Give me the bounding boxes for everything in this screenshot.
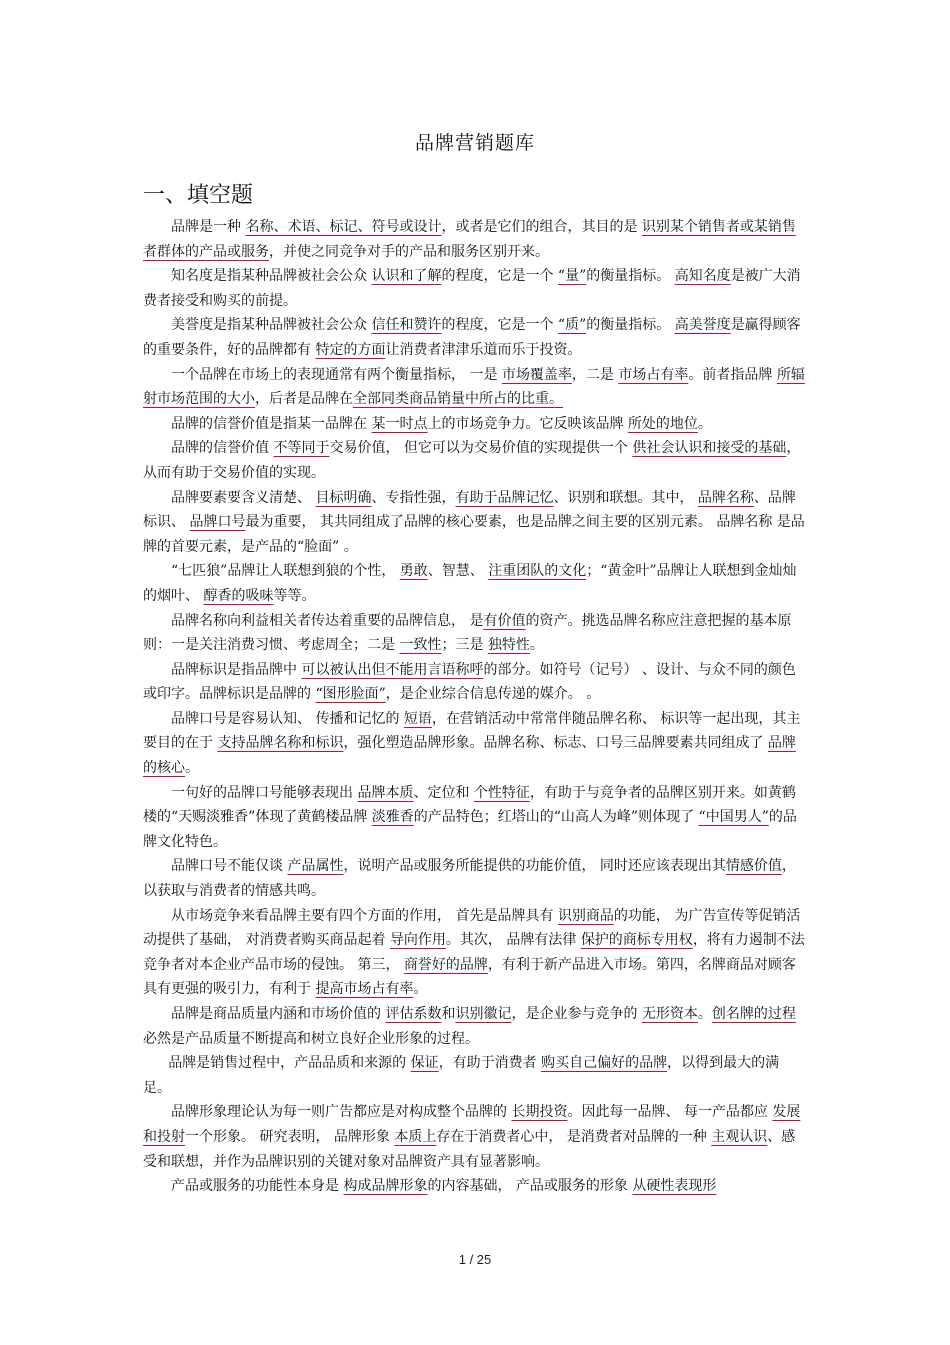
answer-blank: 有助于品牌记忆 (455, 489, 554, 506)
question-text: 的程度，它是一个 (441, 317, 558, 334)
question-text: 一个形象。 研究表明， 品牌形象 (185, 1128, 395, 1145)
question-text: 品牌口号不能仅谈 (171, 858, 288, 875)
question-text: 和 (441, 1006, 456, 1022)
answer-blank: 信任和赞许 (371, 317, 442, 334)
question-paragraph (143, 1002, 807, 1051)
question-text: ，二是 (571, 366, 619, 383)
answer-blank: 名称、术语、标记、符号或设计 (245, 219, 442, 235)
question-text: 让消费者津津乐道而乐于投资。 (385, 341, 582, 358)
question-text: 。 (413, 981, 428, 998)
question-paragraph (143, 854, 807, 903)
answer-blank: 所辐射市场范围的大小 (143, 366, 805, 408)
answer-blank: 构成品牌形象 (343, 1178, 428, 1195)
answer-blank: 全部同类商品销量中所占的比重。 (353, 391, 563, 408)
question-text: 产品或服务的功能性本身是 (171, 1178, 344, 1195)
question-text: 品牌标识是指品牌中 (171, 661, 302, 678)
question-text: 的衡量指标。 (586, 268, 675, 285)
answer-blank: 保证 (410, 1055, 439, 1072)
answer-blank: 品牌的核心 (143, 735, 796, 777)
question-text: ，将有力遏制不法竞争者对本企业产品市场的侵蚀。 第三， (143, 932, 805, 973)
answer-blank: 勇敢 (399, 563, 428, 580)
question-text: ，有助于消费者 (438, 1055, 542, 1072)
question-text: ，后者是品牌在 (255, 391, 353, 408)
question-text: 一个品牌在市场上的表现通常有两个衡量指标， 一是 (171, 366, 502, 383)
answer-blank: 淡雅香 (371, 809, 414, 826)
question-text: 品牌是一种 (171, 219, 246, 235)
answer-blank: 支持品牌名称和标识 (217, 735, 344, 752)
answer-blank: 本质上 (394, 1128, 437, 1145)
question-text: 品牌口号是容易认知、 传播和记忆的 (171, 710, 404, 727)
answer-blank: 注重团队的文化 (488, 563, 587, 580)
answer-blank: 个性特征 (473, 784, 530, 801)
question-paragraph (143, 264, 807, 313)
question-paragraph (143, 215, 807, 264)
question-text: ；三是 (441, 637, 488, 654)
question-text: ，有助于与竞争者的品牌区别开来。如黄鹤楼的“天赐淡雅香”体现了黄鹤楼品牌 (143, 784, 796, 826)
answer-blank: 品牌口号 (189, 514, 246, 531)
question-text: 的程度，它是一个 (441, 268, 558, 285)
answer-blank: 品牌名称 (697, 489, 754, 506)
answer-blank: “中国男人” (698, 809, 769, 826)
answer-blank: 某一时点 (371, 415, 428, 432)
question-text: 的功能， 为广告宣传等促销活动提供了基础， 对消费者购买商品起着 (143, 907, 801, 949)
question-text: 品牌名称向利益相关者传达着重要的品牌信息， 是 (171, 612, 484, 629)
question-text: 品牌的信誉价值是指某一品牌在 (171, 415, 372, 432)
page-number: 1 / 25 (458, 1252, 492, 1267)
question-paragraph (143, 658, 807, 707)
question-paragraph (143, 707, 807, 781)
question-text: ，或者是它们的组合，其目的是 (441, 219, 642, 235)
question-body (143, 215, 807, 1199)
answer-blank: 有价值 (483, 612, 526, 629)
question-text: 。 (697, 415, 712, 432)
question-paragraph (143, 559, 807, 608)
question-text: 最为重要， 其共同组成了品牌的核心要素，也是品牌之间主要的区别元素。 品牌名称 是品牌的首要元素，是产品的“脸面” 。 (143, 514, 805, 555)
question-text: 的内容基础， 产品或服务的形象 (427, 1178, 633, 1195)
question-text: 的衡量指标。 (586, 317, 675, 334)
answer-blank: 高美誉度 (674, 317, 731, 334)
question-text: ，以获取与消费者的情感共鸣。 (143, 858, 796, 900)
question-text: 品牌是销售过程中，产品品质和来源的 (168, 1055, 411, 1072)
answer-blank: 产品属性 (287, 858, 344, 875)
question-text: 交易价值， 但它可以为交易价值的实现提供一个 (329, 440, 633, 457)
question-text: ，强化塑造品牌形象。品牌名称、标志、口号三品牌要素共同组成了 (343, 735, 768, 752)
question-text: ，有利于新产品进入市场。第四，名牌商品对顾客具有更强的吸引力，有利于 (143, 956, 796, 998)
answer-blank: 长期投资 (511, 1104, 568, 1121)
question-text: 知名度是指某种品牌被社会公众 (171, 268, 372, 285)
question-paragraph (143, 412, 807, 437)
question-text: ，说明产品或服务所能提供的功能价值， 同时还应该表现出其 (343, 858, 726, 875)
question-text: 。其次， 品牌有法律 (445, 932, 581, 949)
question-text: 品牌的信誉价值 (171, 440, 274, 457)
question-text: 。 (185, 760, 199, 777)
answer-blank: 导向作用 (389, 932, 446, 949)
question-paragraph (143, 781, 807, 855)
question-paragraph (143, 363, 807, 412)
question-text: ；“黄金叶”品牌让人联想到金灿灿的烟叶、 (143, 563, 797, 604)
question-paragraph (143, 313, 807, 362)
question-text: 品牌形象理论认为每一则广告都应是对构成整个品牌的 (171, 1104, 512, 1121)
answer-blank: 识别徽记 (455, 1006, 512, 1022)
answer-blank: 无形资本 (641, 1006, 698, 1022)
answer-blank: 保护的商标专用权 (580, 932, 693, 949)
question-text: 的部分。如符号（记号） 、设计、与众不同的颜色或印字。品牌标识是品牌的 (143, 661, 796, 703)
question-text: 的资产。挑选品牌名称应注意把握的基本原则：一是关注消费习惯、考虑周全；二是 (143, 612, 792, 654)
question-text: 。 (529, 637, 544, 654)
page-title: 品牌营销题库 (414, 132, 535, 154)
answer-blank: “量” (557, 268, 587, 285)
question-text: 的产品特色；红塔山的“山高人为峰”则体现了 (413, 809, 699, 826)
answer-blank: 一致性 (399, 637, 442, 654)
question-text: 品牌是商品质量内涵和市场价值的 (171, 1006, 386, 1022)
answer-blank: 品牌本质 (357, 784, 414, 801)
answer-blank: 认识和了解 (371, 268, 442, 285)
question-text: 一句好的品牌口号能够表现出 (171, 784, 358, 801)
question-text: ，在营销活动中常常伴随品牌名称、 标识等一起出现，其主要目的在于 (143, 710, 801, 752)
question-text: 。前者指品牌 (688, 366, 777, 383)
answer-blank: 主观认识 (711, 1128, 768, 1145)
question-text: ，并使之同竞争对手的产品和服务区别开来。 (269, 243, 549, 260)
question-text: 、专指性强， (371, 489, 456, 506)
answer-blank: 从硬性表现形 (632, 1178, 717, 1195)
question-text: 必然是产品质量不断提高和树立良好企业形象的过程。 (143, 1030, 479, 1047)
question-text: ，是企业综合信息传递的媒介。 。 (385, 686, 601, 703)
answer-blank: 发展和投射 (143, 1104, 801, 1145)
answer-blank: 商誉好的品牌 (403, 956, 488, 973)
question-text: 品牌要素要含义清楚、 (171, 489, 316, 506)
question-text: ，是企业参与竞争的 (511, 1006, 642, 1022)
question-paragraph (143, 609, 807, 658)
answer-blank: 特定的方面 (315, 341, 386, 358)
answer-blank: 目标明确 (315, 489, 372, 506)
question-paragraph (143, 436, 807, 485)
answer-blank: 市场覆盖率 (501, 366, 572, 383)
section-heading: 一、填空题 (143, 183, 254, 208)
answer-blank: 高知名度 (674, 268, 731, 285)
answer-blank: 短语 (403, 710, 432, 727)
question-text: 是被广大消费者接受和购买的前提。 (143, 268, 801, 309)
question-text: 上的市场竞争力。它反映该品牌 (427, 415, 628, 432)
question-text: 、定位和 (413, 784, 474, 801)
answer-blank: 供社会认识和接受的基础 (632, 440, 787, 457)
answer-blank: 独特性 (487, 637, 530, 654)
answer-blank: 所处的地位 (627, 415, 698, 432)
question-paragraph (143, 1100, 807, 1174)
question-text: “七匹狼”品牌让人联想到狼的个性， (171, 563, 400, 580)
question-text: 。因此每一品牌、 每一产品都应 (567, 1104, 773, 1121)
answer-blank: “质” (557, 317, 587, 334)
question-text: 、识别和联想。其中， (553, 489, 698, 506)
question-text: 、感受和联想，并作为品牌识别的关键对象对品牌资产具有显著影响。 (143, 1128, 796, 1170)
question-paragraph (143, 904, 807, 1002)
answer-blank: 识别某个销售者或某销售者群体的产品或服务 (143, 219, 796, 260)
question-text: 存在于消费者心中， 是消费者对品牌的一种 (436, 1128, 712, 1145)
answer-blank: 购买自己偏好的品牌 (541, 1055, 668, 1072)
answer-blank: 不等同于 (273, 440, 330, 457)
answer-blank: 醇香的吸味 (203, 587, 274, 604)
question-text: 、智慧、 (427, 563, 489, 580)
question-text: 美誉度是指某种品牌被社会公众 (171, 317, 372, 334)
answer-blank: 识别商品 (557, 907, 614, 924)
question-paragraph (143, 486, 807, 560)
answer-blank: 市场占有率 (618, 366, 689, 383)
answer-blank: 评估系数 (385, 1006, 442, 1022)
question-text: 等等。 (273, 587, 316, 604)
question-paragraph (143, 1174, 807, 1199)
question-text: 。 (697, 1006, 712, 1022)
answer-blank: 提高市场占有率 (315, 981, 414, 998)
question-text: 从市场竞争来看品牌主要有四个方面的作用， 首先是品牌具有 (171, 907, 558, 924)
question-text: 的品牌文化特色。 (143, 809, 797, 850)
answer-blank: 可以被认出但不能用言语称呼 (301, 661, 484, 678)
question-text: 是赢得顾客的重要条件，好的品牌都有 (143, 317, 801, 358)
question-text: ，从而有助于交易价值的实现。 (143, 440, 801, 481)
question-text: ，以得到最大的满足。 (143, 1055, 780, 1096)
question-text: 、品牌标识、 (143, 489, 796, 531)
answer-blank: 创名牌的过程 (711, 1006, 796, 1022)
answer-blank: “图形脸面” (315, 686, 386, 703)
answer-blank: 情感价值 (725, 858, 782, 875)
question-paragraph (143, 1051, 807, 1100)
